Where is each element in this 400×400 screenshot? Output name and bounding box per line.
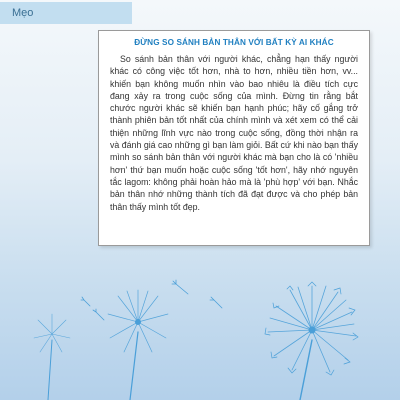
dandelion-icon: [108, 290, 168, 400]
tip-tag-label: Mẹo: [12, 7, 34, 19]
note-body: So sánh bản thân với người khác, chẳng hạn thấy người khác có công việc tốt hơn, nhà to hơn, nhiều tiền hơn, vv... khiến bạn không muốn nhìn vào bao nhiêu là điều tích cực đang xảy ra trong cuộc sống của mình. Đừng tin rằng bắt chước người khác sẽ khiến bạn hạnh phúc; hãy cố gắng trở thành phiên bản tốt nhất của chính mình và xét xem có thể cải thiện những lĩnh vực nào trong cuộc sống, đồng thời nhận ra và đánh giá cao những gì bạn làm giỏi. Bất cứ khi nào bạn thấy mình so sánh bản thân với người khác mà bạn cho là có 'nhiều hơn' thứ bạn muốn hoặc cuộc sống 'tốt hơn', hãy nhớ nguyên tắc lagom: không phải hoàn hảo mà là 'phù hợp' với bạn. Nhắc bản thân nhớ những thành tích đã đạt được và cho phép bản thân thấy mình tốt đẹp.: [110, 54, 358, 212]
dandelion-icon: [265, 282, 358, 400]
dandelion-icon: [34, 314, 70, 400]
note-title: ĐỪNG SO SÁNH BẢN THÂN VỚI BẤT KỲ AI KHÁC: [134, 38, 334, 47]
